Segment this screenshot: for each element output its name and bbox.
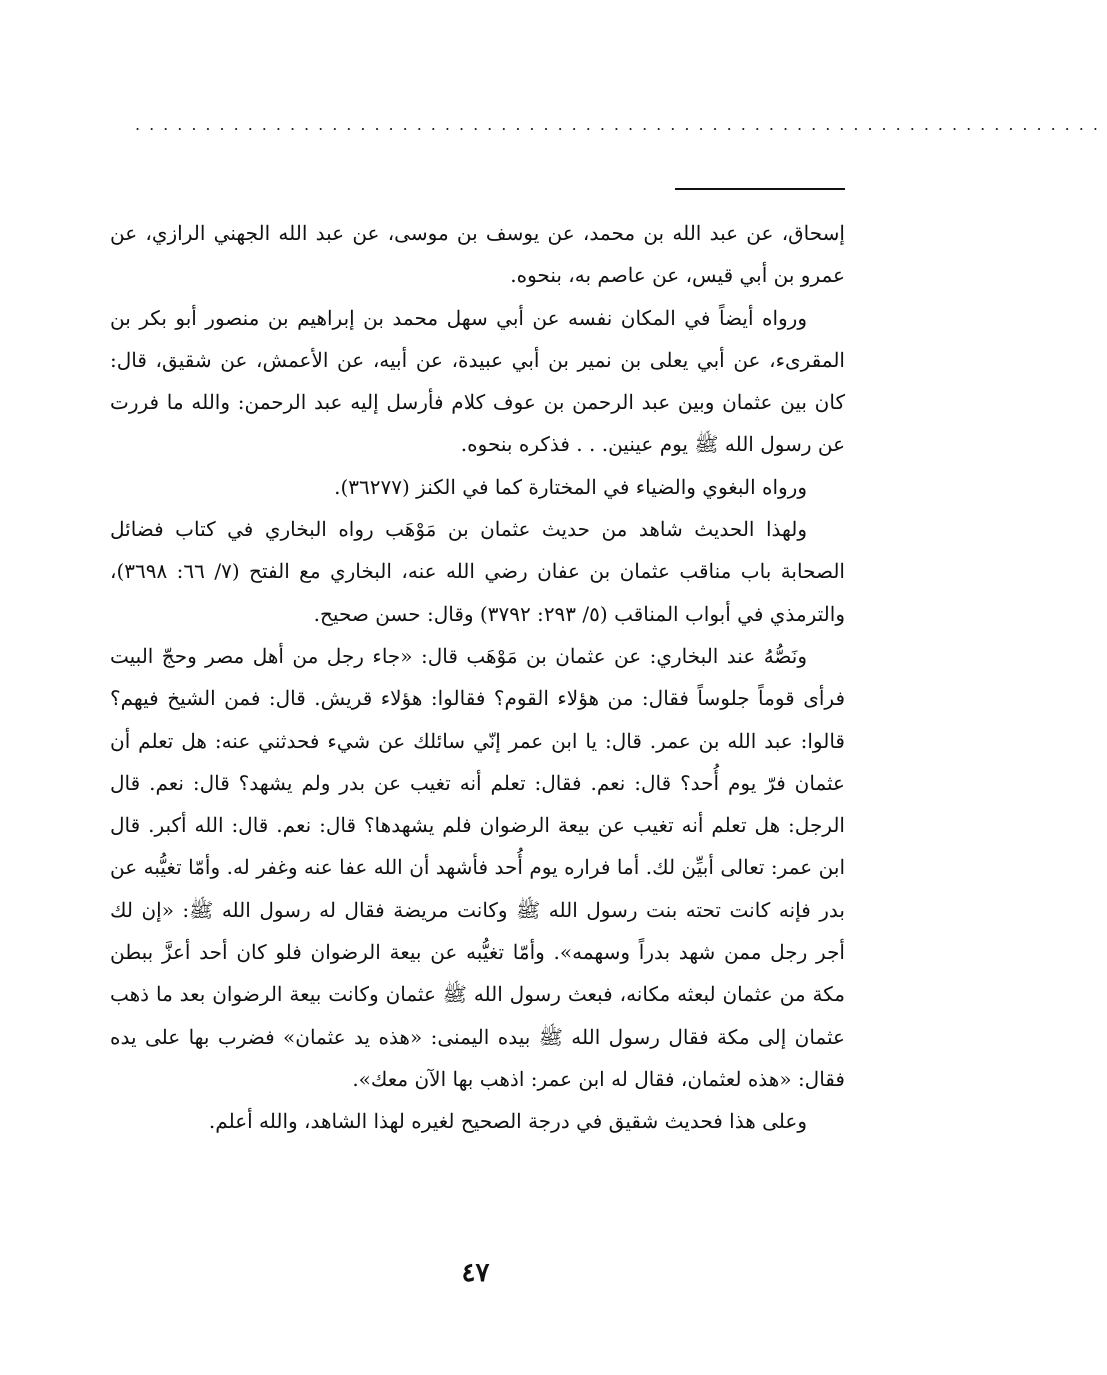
footnote-text — [110, 212, 845, 1143]
paragraph-5: ونَصُّهُ عند البخاري: عن عثمان بن مَوْهَب قال: «جاء رجل من أهل مصر وحجّ البيت فرأى قوماً جلوساً فقال: من هؤلاء القوم؟ فقالوا: هؤلاء قريش. قال: فمن الشيخ فيهم؟ قالوا: عبد الله بن عمر. قال: يا ابن عمر إنّي سائلك عن شيء فحدثني عنه: هل تعلم أن عثمان فرّ يوم أُحد؟ قال: نعم. فقال: تعلم أنه تغيب عن بدر ولم يشهد؟ قال: نعم. قال الرجل: هل تعلم أنه تغيب عن بيعة الرضوان فلم يشهدها؟ قال: نعم. قال: الله أكبر. قال ابن عمر: تعالى أبيِّن لك. أما فراره يوم أُحد فأشهد أن الله عفا عنه وغفر له. وأمّا تغيُّبه عن بدر فإنه كانت تحته بنت رسول الله ﷺ وكانت مريضة فقال له رسول الله ﷺ: «إن لك أجر رجل ممن شهد بدراً وسهمه». وأمّا تغيُّبه عن بيعة الرضوان فلو كان أحد أعزَّ ببطن مكة من عثمان لبعثه مكانه، فبعث رسول الله ﷺ عثمان وكانت بيعة الرضوان بعد ما ذهب عثمان إلى مكة فقال رسول الله ﷺ بيده اليمنى: «هذه يد عثمان» فضرب بها على يده فقال: «هذه لعثمان، فقال له ابن عمر: اذهب بها الآن معك». — [110, 643, 845, 1091]
page-number: ٤٧ — [461, 1258, 490, 1288]
dotted-separator: ..................................................................... — [135, 115, 1107, 134]
paragraph-6: وعلى هذا فحديث شقيق في درجة الصحيح لغيره لهذا الشاهد، والله أعلم. — [208, 1109, 807, 1134]
footnote-rule — [675, 188, 845, 190]
paragraph-1: إسحاق، عن عبد الله بن محمد، عن يوسف بن موسى، عن عبد الله الجهني الرازي، عن عمرو بن أبي قيس، عن عاصم به، بنحوه. — [110, 221, 845, 288]
paragraph-3: ورواه البغوي والضياء في المختارة كما في الكنز (٣٦٢٧٧). — [334, 474, 807, 499]
paragraph-2: ورواه أيضاً في المكان نفسه عن أبي سهل محمد بن إبراهيم بن منصور أبو بكر بن المقرىء، عن أبي يعلى بن نمير بن أبي عبيدة، عن أبيه، عن الأعمش، عن شقيق، قال: كان بين عثمان وبين عبد الرحمن بن عوف كلام فأرسل إليه عبد الرحمن: والله ما فررت عن رسول الله ﷺ يوم عينين. . . فذكره بنحوه. — [110, 305, 845, 457]
paragraph-4: ولهذا الحديث شاهد من حديث عثمان بن مَوْهَب رواه البخاري في كتاب فضائل الصحابة باب مناقب عثمان بن عفان رضي الله عنه، البخاري مع الفتح (٧/ ٦٦: ٣٦٩٨)، والترمذي في أبواب المناقب (٥/ ٢٩٣: ٣٧٩٢) وقال: حسن صحيح. — [110, 517, 845, 626]
